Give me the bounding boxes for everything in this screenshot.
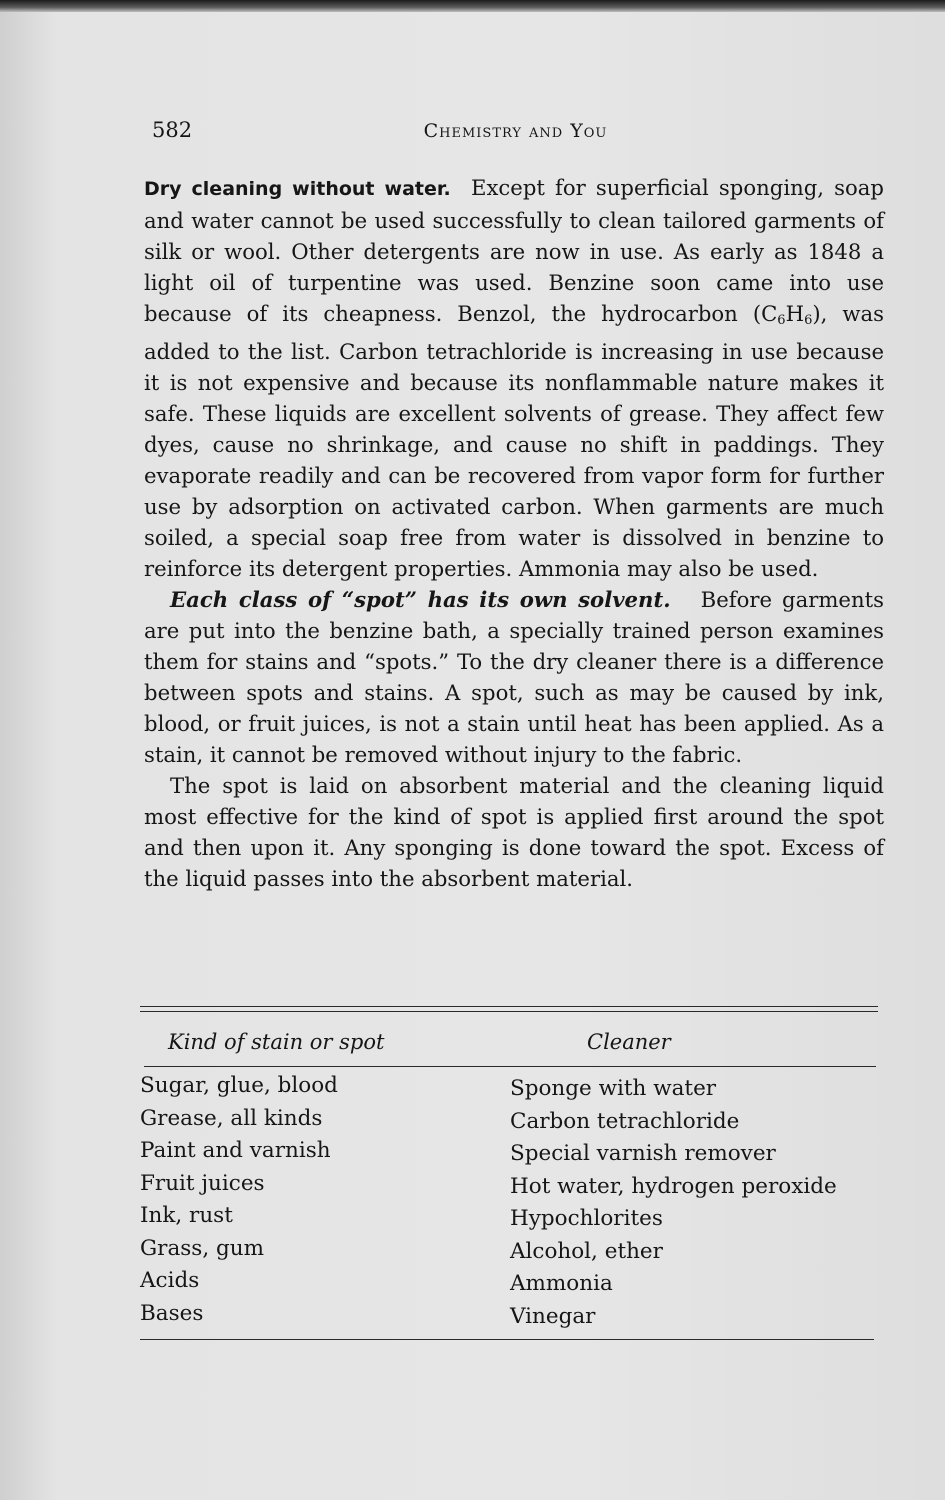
body-text <box>144 172 884 894</box>
paragraph-text: ), was added to the list. Carbon tetrachloride is increasing in use because it is not expensive and because its nonflammable nature makes it safe. These liquids are excellent solvents of grease. They affect few dyes, cause no shrinkage, and cause no shift in paddings. They evaporate readily and can be recovered from vapor form for further use by adsorption on activated carbon. When garments are much soiled, a special soap free from water is dissolved in benzine to reinforce its detergent properties. Ammonia may also be used. <box>144 301 884 581</box>
stain-cell: Bases <box>140 1300 204 1326</box>
stain-cell: Fruit juices <box>140 1170 265 1196</box>
stain-cell: Sugar, glue, blood <box>140 1073 338 1098</box>
cleaner-cell: Alcohol, ether <box>510 1238 663 1264</box>
page-number: 582 <box>152 118 193 142</box>
formula-element: H <box>785 301 805 326</box>
cleaner-cell: Sponge with water <box>510 1076 717 1101</box>
paragraph-text: The spot is laid on absorbent material and the cleaning liquid most effective for the kind of spot is applied first around the spot and then upon it. Any sponging is done toward the spot. Excess of the liquid passes into the absorbent material. <box>144 773 884 891</box>
table-row <box>140 1073 878 1106</box>
paragraph-text: Before garments are put into the benzine bath, a specially trained person examines them for stains and “spots.” To the dry cleaner there is a difference between spots and stains. A spot, such as may be caused by ink, blood, or fruit juices, is not a stain until heat has been applied. As a stain, it cannot be removed without injury to the fabric. <box>144 587 885 767</box>
stain-cell: Grease, all kinds <box>140 1105 323 1131</box>
subscript: 6 <box>804 313 813 328</box>
stain-cleaner-table <box>140 1006 878 1340</box>
stain-cell: Grass, gum <box>140 1235 265 1261</box>
table-row <box>140 1301 878 1334</box>
stain-cell: Ink, rust <box>140 1203 233 1228</box>
scan-edge <box>0 0 945 12</box>
table-row <box>140 1106 878 1139</box>
cleaner-cell: Hot water, hydrogen peroxide <box>510 1173 837 1199</box>
table-header <box>140 1012 878 1066</box>
table-row <box>140 1236 878 1269</box>
cleaner-cell: Special varnish remover <box>510 1141 776 1166</box>
paragraph-spot-procedure <box>144 770 884 894</box>
cleaner-cell: Carbon tetrachloride <box>510 1108 740 1134</box>
table-row <box>140 1171 878 1204</box>
table-row <box>140 1138 878 1171</box>
running-title: Chemistry and You <box>423 120 608 142</box>
table-row <box>140 1203 878 1236</box>
table-body <box>140 1067 878 1333</box>
column-header-stain: Kind of stain or spot <box>168 1030 385 1054</box>
paragraph-text: Except for superficial sponging, soap and water cannot be used successfully to clean tailored garments of silk or wool. Other detergents are now in use. As early as 1848 a light oil of turpentine was used. Benzine soon came into use because of its cheapness. Benzol, the hydrocarbon (C <box>144 175 884 326</box>
table-bottom-rule <box>140 1339 874 1340</box>
page-header <box>148 118 883 148</box>
cleaner-cell: Vinegar <box>510 1303 596 1329</box>
column-header-cleaner: Cleaner <box>587 1030 671 1054</box>
stain-cell: Acids <box>140 1268 200 1293</box>
paragraph-spot-solvent <box>144 584 884 770</box>
subscript: 6 <box>777 313 786 328</box>
stain-cell: Paint and varnish <box>140 1138 331 1163</box>
table-row <box>140 1268 878 1301</box>
run-in-heading: Each class of “spot” has its own solvent. <box>170 587 671 612</box>
cleaner-cell: Ammonia <box>510 1271 613 1296</box>
run-in-heading: Dry cleaning without water. <box>144 178 451 200</box>
paragraph-dry-cleaning <box>144 172 884 584</box>
cleaner-cell: Hypochlorites <box>510 1206 663 1231</box>
